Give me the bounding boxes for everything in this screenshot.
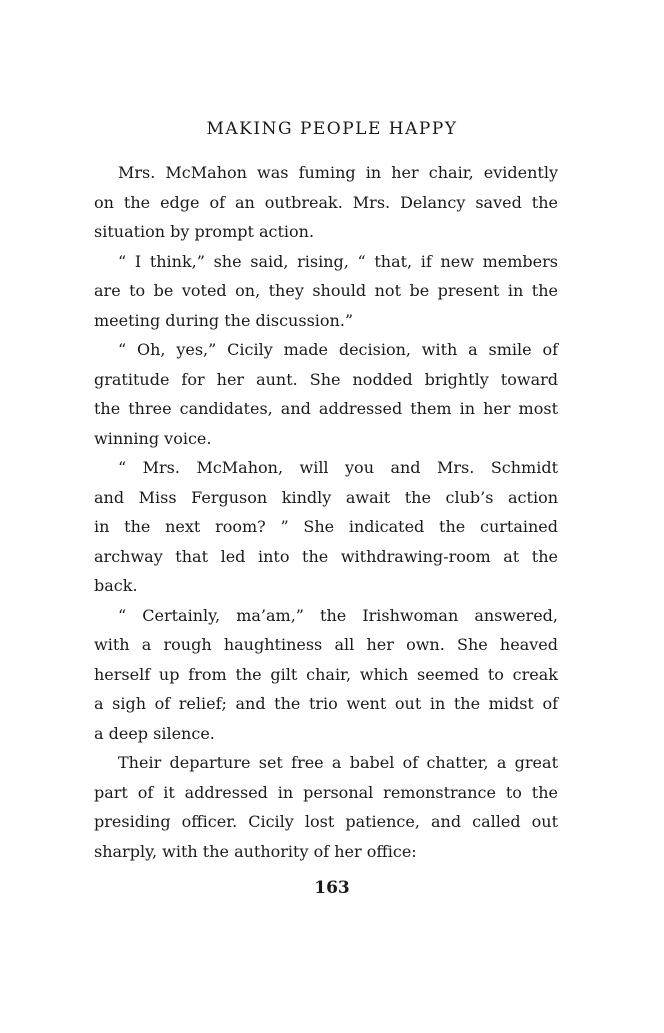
text-line: “ Mrs. McMahon, will you and Mrs. Schmidt [118, 458, 558, 477]
text-line: “ I think,” she said, rising, “ that, if new members [118, 251, 558, 271]
text-line: “ Certainly, ma’am,” the Irishwoman answered, [118, 605, 558, 625]
body-text [94, 158, 558, 866]
text-line: gratitude for her aunt. She nodded brightly toward [94, 369, 558, 389]
text-line: in the next room? ” She indicated the curtained [94, 517, 558, 536]
text-line: are to be voted on, they should not be present in the [94, 281, 558, 300]
page-number: 163 [314, 878, 350, 898]
text-line: part of it addressed in personal remonstrance to the [94, 782, 558, 802]
text-line: sharply, with the authority of her office: [94, 841, 417, 861]
text-line: meeting during the discussion.” [94, 310, 354, 330]
text-line: Mrs. McMahon was fuming in her chair, evidently [118, 163, 558, 182]
running-head: MAKING PEOPLE HAPPY [206, 119, 458, 139]
text-line: a deep silence. [94, 723, 215, 743]
text-line: winning voice. [94, 428, 212, 448]
text-line: presiding officer. Cicily lost patience, and called out [94, 812, 558, 831]
text-line: back. [94, 576, 138, 595]
text-line: with a rough haughtiness all her own. She heaved [94, 635, 558, 654]
text-line: a sigh of relief; and the trio went out in the midst of [94, 694, 558, 713]
text-line: the three candidates, and addressed them in her most [94, 399, 558, 418]
text-line: on the edge of an outbreak. Mrs. Delancy saved the [94, 192, 558, 212]
text-line: archway that led into the withdrawing-room at the [94, 546, 558, 566]
text-line: Their departure set free a babel of chatter, a great [118, 753, 558, 772]
text-line: “ Oh, yes,” Cicily made decision, with a smile of [118, 340, 558, 359]
text-line: and Miss Ferguson kindly await the club’s action [94, 487, 558, 507]
text-line: situation by prompt action. [94, 222, 315, 241]
text-line: herself up from the gilt chair, which seemed to creak [94, 664, 558, 684]
